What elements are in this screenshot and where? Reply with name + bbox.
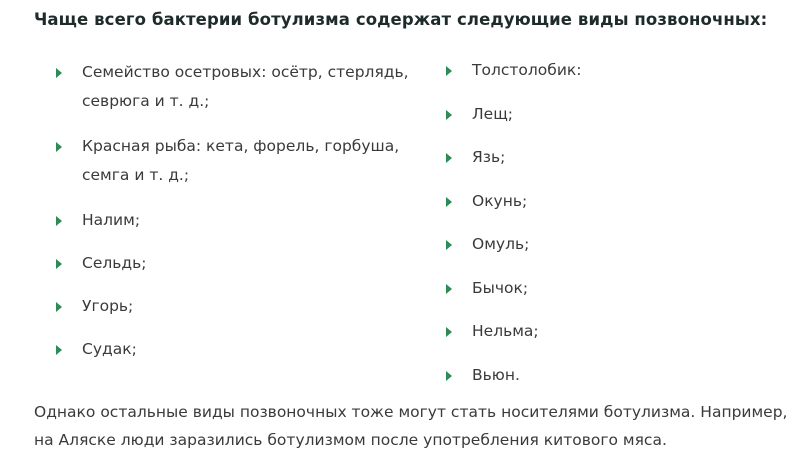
list-item-text: Нельма;	[472, 322, 539, 340]
list-item	[446, 230, 766, 259]
list-item	[56, 58, 426, 116]
list-item-text: Угорь;	[82, 297, 134, 315]
bullet-arrow-icon	[56, 345, 62, 355]
list-item-text: Семейство осетровых: осётр, стерлядь, севрюга и т. д.;	[82, 63, 409, 110]
bullet-arrow-icon	[56, 68, 62, 78]
bullet-arrow-icon	[446, 284, 452, 294]
list-item	[56, 132, 426, 190]
list-item-text: Бычок;	[472, 278, 529, 297]
list-item	[446, 100, 766, 129]
list-item	[56, 206, 426, 235]
list-item-text: Окунь;	[472, 191, 528, 210]
section-heading: Чаще всего бактерии ботулизма содержат следующие виды позвоночных:	[34, 10, 768, 29]
bullet-arrow-icon	[446, 153, 452, 163]
list-item-text: Налим;	[82, 211, 141, 229]
list-item-text: Сельдь;	[82, 254, 147, 272]
bullet-arrow-icon	[446, 371, 452, 381]
list-item	[446, 361, 766, 390]
list-item	[56, 249, 426, 278]
bullet-arrow-icon	[446, 327, 452, 337]
list-item-text: Язь;	[472, 148, 506, 166]
list-item	[446, 187, 766, 216]
list-item	[446, 317, 766, 346]
right-species-list	[446, 56, 766, 404]
bullet-arrow-icon	[446, 197, 452, 207]
bullet-arrow-icon	[56, 302, 62, 312]
list-item-text: Судак;	[82, 340, 137, 358]
list-item-text: Вьюн.	[472, 365, 520, 384]
bullet-arrow-icon	[56, 259, 62, 269]
bullet-arrow-icon	[446, 110, 452, 120]
bullet-arrow-icon	[446, 240, 452, 250]
list-item-text: Омуль;	[472, 235, 530, 253]
list-item-text: Красная рыба: кета, форель, горбуша, семга и т. д.;	[82, 137, 400, 184]
left-species-list	[56, 58, 426, 378]
bullet-arrow-icon	[56, 142, 62, 152]
list-item-text: Лещ;	[472, 104, 514, 123]
list-item	[446, 143, 766, 172]
bullet-arrow-icon	[446, 66, 452, 76]
list-item	[56, 292, 426, 321]
list-item-text: Толстолобик:	[472, 61, 582, 79]
bullet-arrow-icon	[56, 216, 62, 226]
footer-paragraph: Однако остальные виды позвоночных тоже могут стать носителями ботулизма. Например, на Аляске люди заразились ботулизмом после употребления китового мяса.	[34, 403, 788, 449]
list-item	[446, 56, 766, 85]
list-item	[446, 274, 766, 303]
list-item	[56, 335, 426, 364]
